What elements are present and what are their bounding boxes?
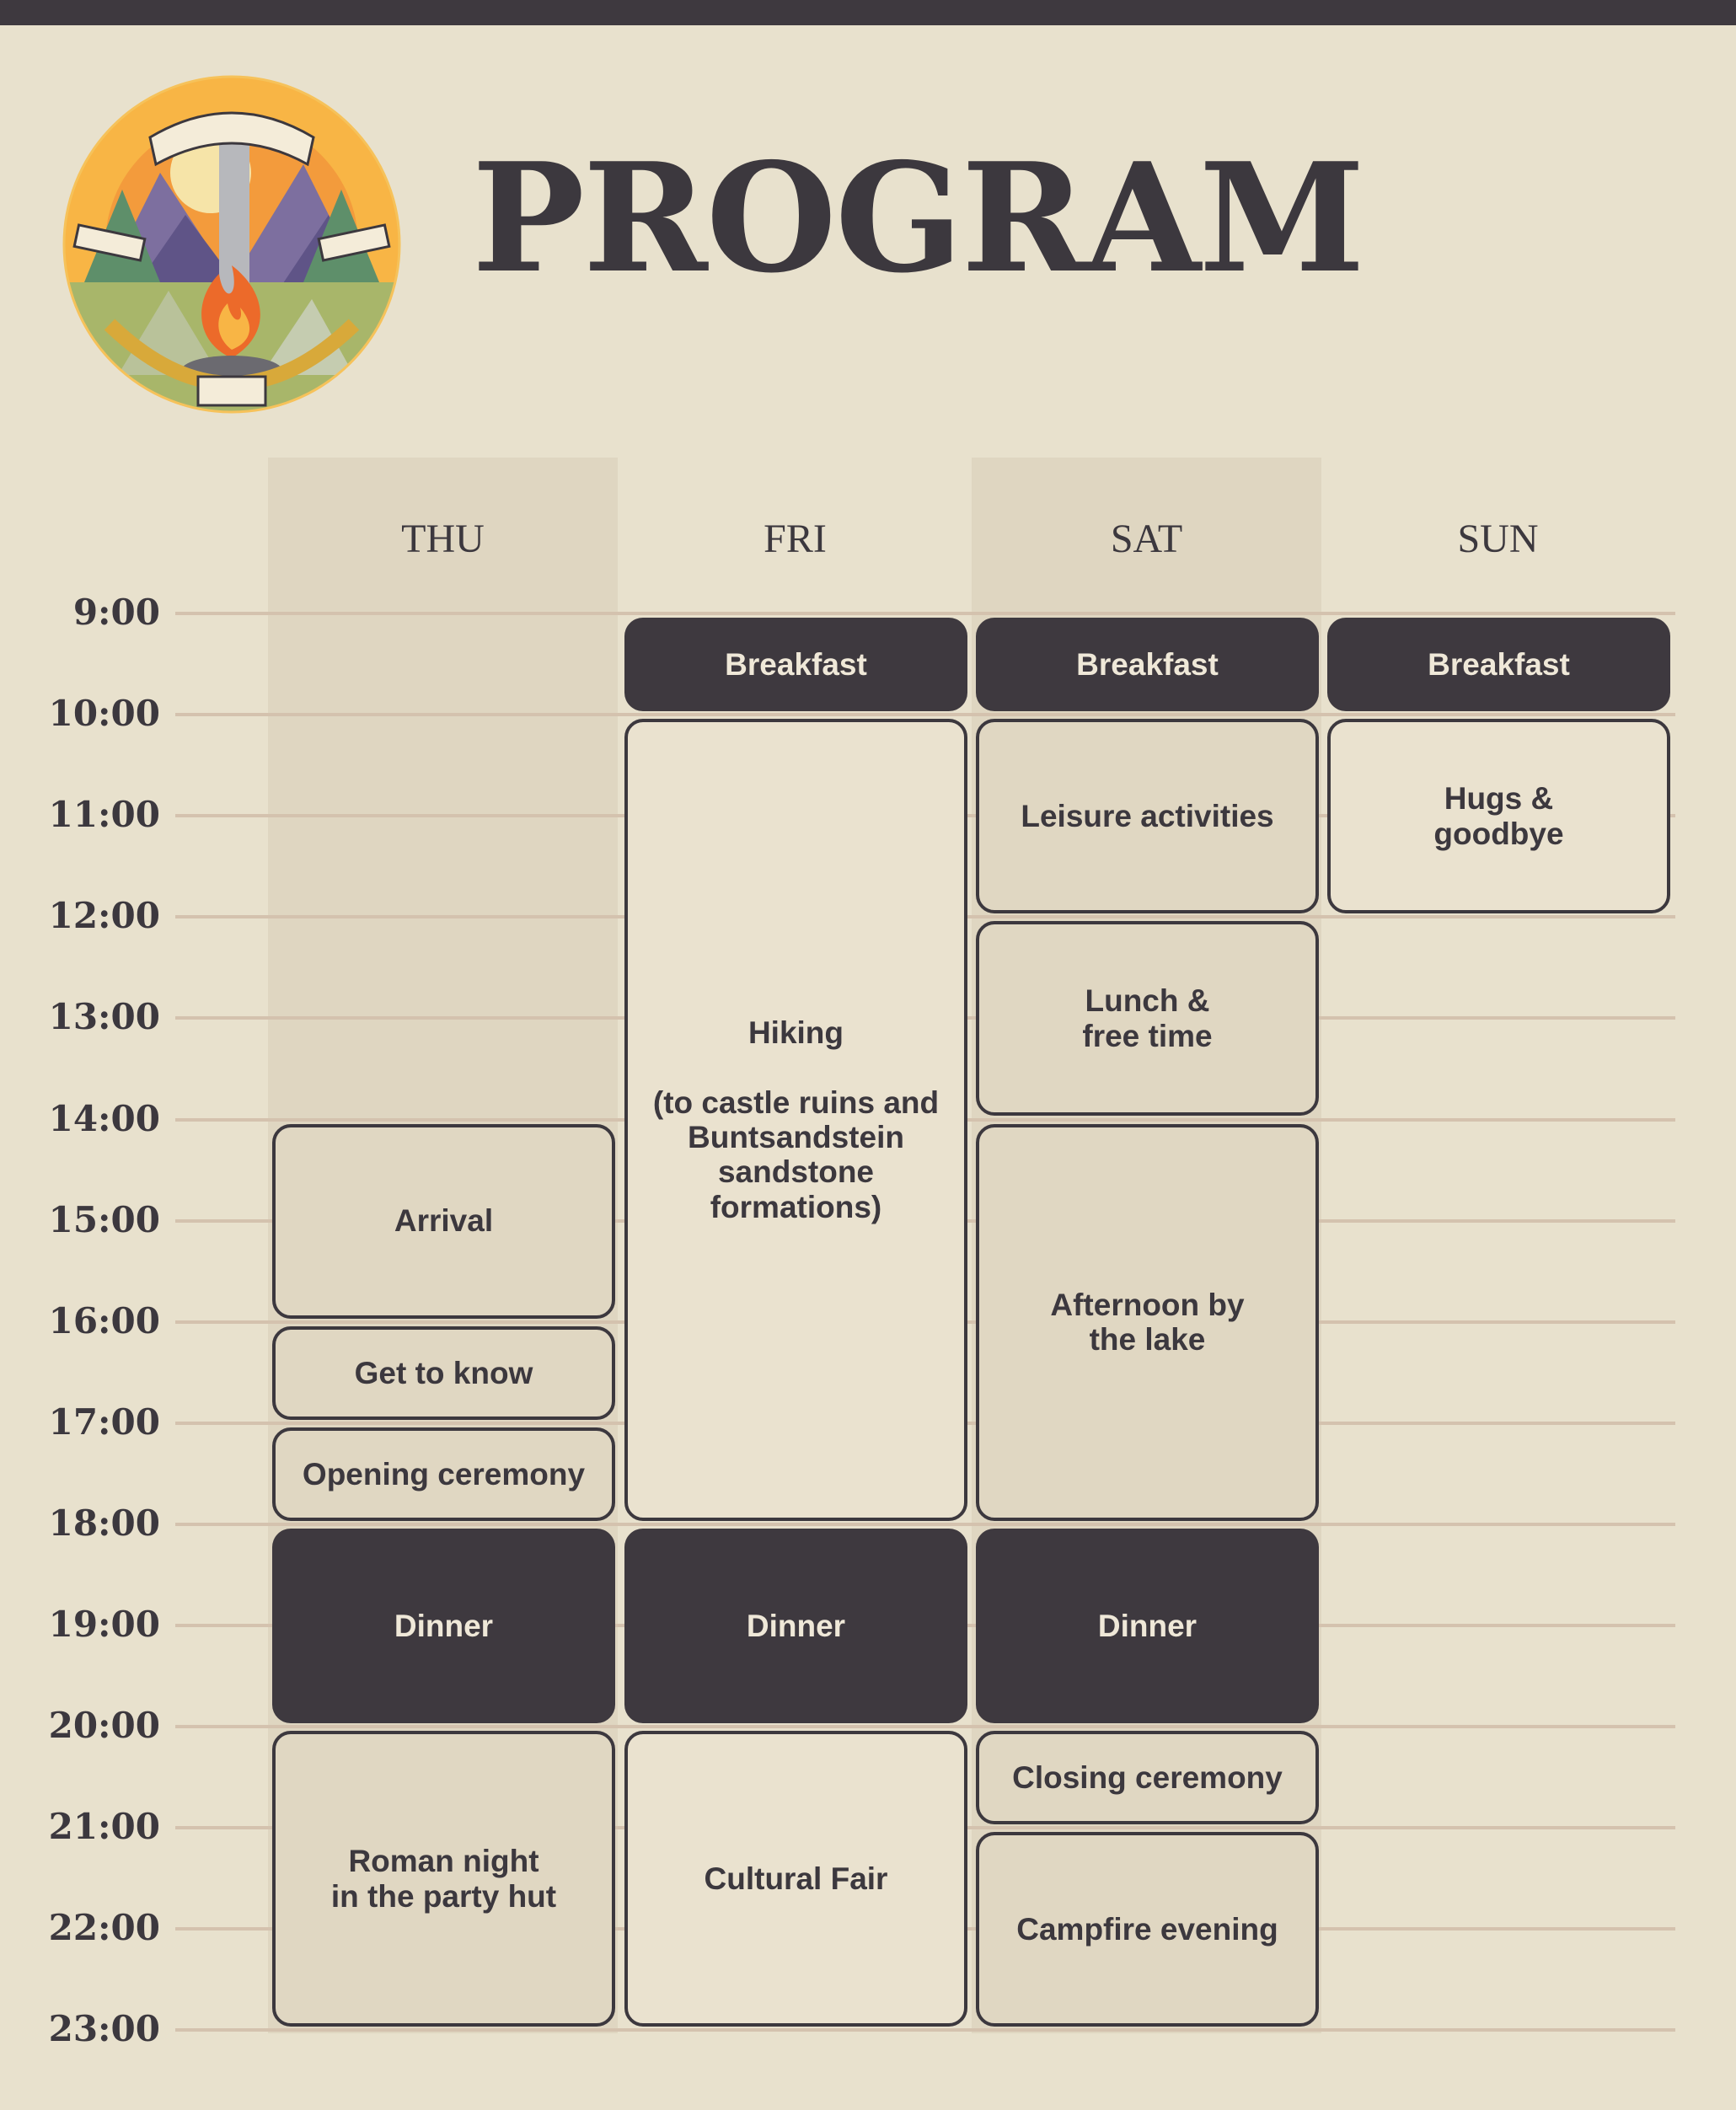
time-label: 15:00: [48, 1198, 160, 1240]
time-label: 10:00: [48, 693, 160, 735]
time-label: 14:00: [48, 1097, 160, 1139]
time-label: 16:00: [48, 1299, 160, 1342]
event-closing-ceremony-sat[interactable]: Closing ceremony: [976, 1731, 1319, 1824]
time-label: 23:00: [48, 2008, 160, 2050]
event-dinner-thu[interactable]: Dinner: [272, 1529, 615, 1723]
event-breakfast-sat[interactable]: Breakfast: [976, 618, 1319, 711]
event-campfire-evening-sat[interactable]: Campfire evening: [976, 1832, 1319, 2027]
event-opening-ceremony-thu[interactable]: Opening ceremony: [272, 1427, 615, 1521]
wine-and-shine-logo: [59, 72, 405, 417]
event-hugs-sun[interactable]: Hugs & goodbye: [1327, 719, 1670, 913]
hour-gridline: [175, 713, 1675, 716]
time-label: 18:00: [48, 1502, 160, 1544]
time-label: 17:00: [48, 1400, 160, 1443]
event-get-to-know-thu[interactable]: Get to know: [272, 1326, 615, 1420]
time-label: 11:00: [48, 794, 160, 836]
event-breakfast-fri[interactable]: Breakfast: [624, 618, 967, 711]
hour-gridline: [175, 1725, 1675, 1728]
event-lunch-sat[interactable]: Lunch & free time: [976, 921, 1319, 1116]
event-hiking-fri[interactable]: Hiking (to castle ruins and Buntsandstein sandstone formations): [624, 719, 967, 1521]
day-header-thu: THU: [401, 517, 485, 561]
event-cultural-fair-fri[interactable]: Cultural Fair: [624, 1731, 967, 2027]
time-label: 9:00: [72, 592, 160, 633]
event-dinner-sat[interactable]: Dinner: [976, 1529, 1319, 1723]
time-label: 12:00: [48, 895, 160, 937]
event-afternoon-by-sat[interactable]: Afternoon by the lake: [976, 1124, 1319, 1521]
time-label: 22:00: [48, 1907, 160, 1949]
page-title: PROGRAM: [472, 130, 1364, 306]
hour-gridline: [175, 2028, 1675, 2032]
time-label: 19:00: [48, 1604, 160, 1645]
hour-gridline: [175, 1523, 1675, 1526]
day-header-fri: FRI: [764, 517, 827, 561]
time-label: 20:00: [48, 1705, 160, 1747]
event-leisure-activities-sat[interactable]: Leisure activities: [976, 719, 1319, 913]
day-header-sat: SAT: [1110, 517, 1183, 561]
event-arrival-thu[interactable]: Arrival: [272, 1124, 615, 1319]
hour-gridline: [175, 612, 1675, 615]
event-dinner-fri[interactable]: Dinner: [624, 1529, 967, 1723]
event-breakfast-sun[interactable]: Breakfast: [1327, 618, 1670, 711]
time-label: 13:00: [48, 996, 160, 1038]
time-label: 21:00: [48, 1806, 160, 1848]
event-roman-night-thu[interactable]: Roman night in the party hut: [272, 1731, 615, 2027]
day-header-sun: SUN: [1457, 517, 1539, 561]
top-bar: [0, 0, 1736, 25]
